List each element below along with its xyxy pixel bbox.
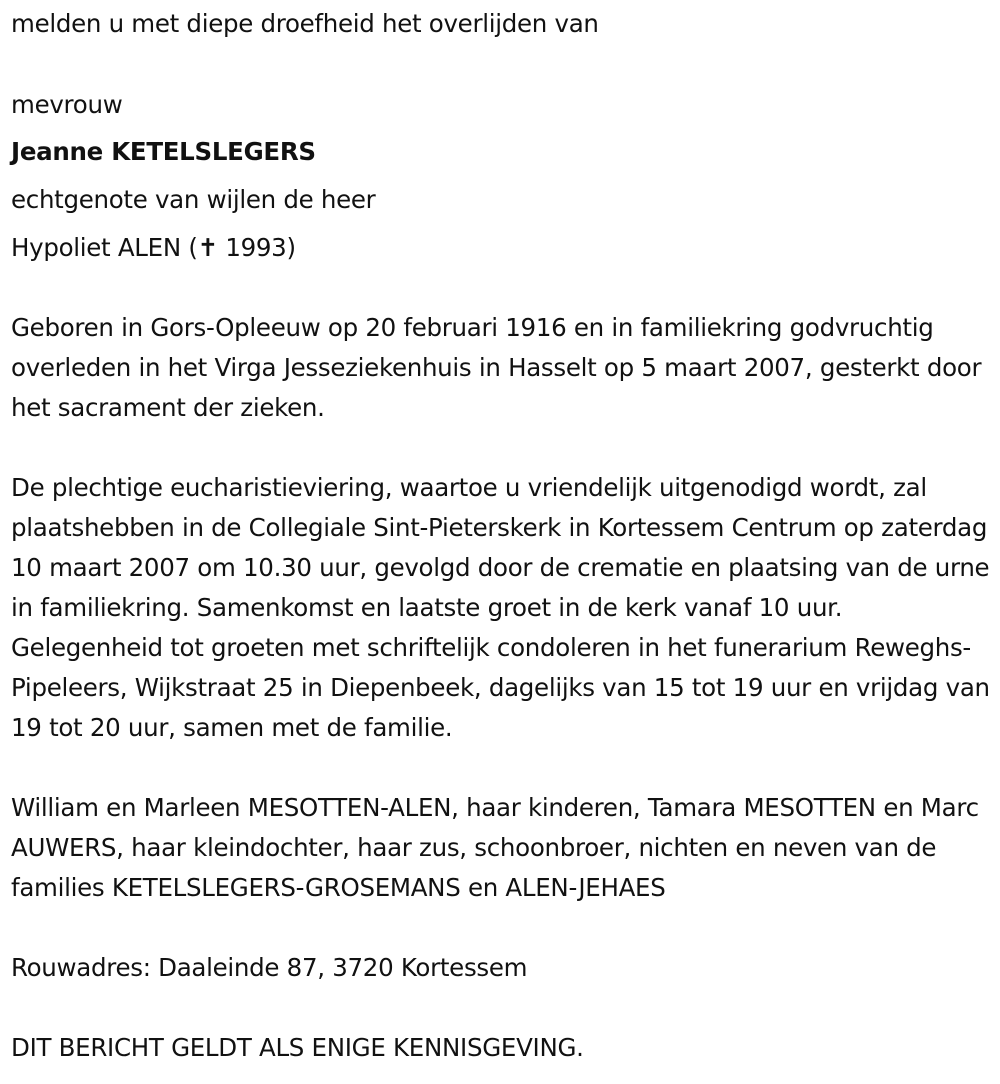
deceased-name: Jeanne KETELSLEGERS <box>11 137 316 166</box>
spouse-line: echtgenote van wijlen de heer <box>11 185 376 214</box>
title-text: mevrouw <box>11 90 123 119</box>
ceremony-paragraph: De plechtige eucharistieviering, waartoe u vriendelijk uitgenodigd wordt, zal plaatshebben in de Collegiale Sint-Pieterskerk in Kortessem Centrum op zaterdag 10 maart 2007 om 10.30 uur, gevolgd door de crematie en plaatsing van de urne in familiekring. Samenkomst en laatste groet in de kerk vanaf 10 uur. Gelegenheid tot groeten met schriftelijk condoleren in het funerarium Reweghs-Pipeleers, Wijkstraat 25 in Diepenbeek, dagelijks van 15 tot 19 uur en vrijdag van 19 tot 20 uur, samen met de familie. <box>11 473 990 742</box>
closing-statement: DIT BERICHT GELDT ALS ENIGE KENNISGEVING. <box>11 1033 584 1062</box>
family-paragraph: William en Marleen MESOTTEN-ALEN, haar kinderen, Tamara MESOTTEN en Marc AUWERS, haar kleindochter, haar zus, schoonbroer, nichten en neven van de families KETELSLEGERS-GROSEMANS en ALEN-JEHAES <box>11 793 979 902</box>
spouse-name: Hypoliet ALEN (✝ 1993) <box>11 233 296 262</box>
mourning-address: Rouwadres: Daaleinde 87, 3720 Kortessem <box>11 953 528 982</box>
obituary-notice <box>0 4 1000 1084</box>
birth-death-paragraph: Geboren in Gors-Opleeuw op 20 februari 1916 en in familiekring godvruchtig overleden in het Virga Jesseziekenhuis in Hasselt op 5 maart 2007, gesterkt door het sacrament der zieken. <box>11 313 982 422</box>
intro-text: melden u met diepe droefheid het overlijden van <box>11 9 599 38</box>
